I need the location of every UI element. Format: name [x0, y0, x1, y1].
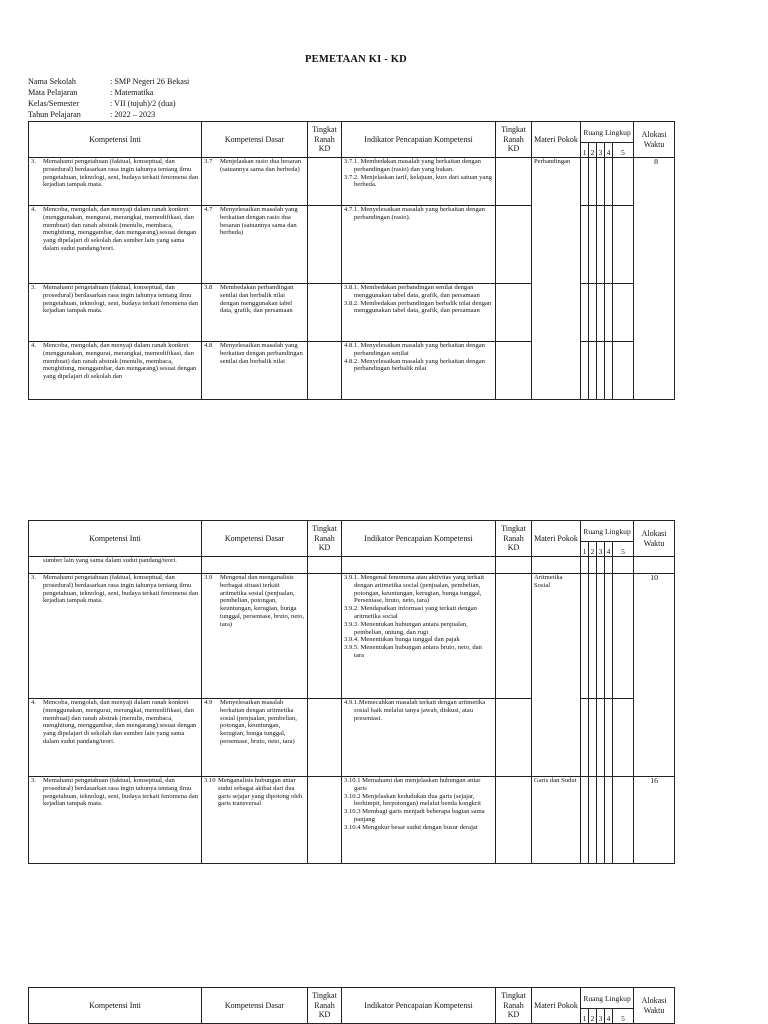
- header-tingkat-ranah-kd: Tingkat Ranah KD: [496, 521, 532, 557]
- kd-number: 4.7: [204, 206, 213, 213]
- rl-cell: [613, 158, 634, 206]
- tingkat-ranah-cell: [496, 158, 532, 206]
- ki-cell: [29, 342, 202, 400]
- rl-cell: [613, 699, 634, 777]
- kd-cell: [202, 284, 308, 342]
- meta-value: : VII (tujuh)/2 (dua): [110, 99, 176, 108]
- ki-text: Mencoba, mengolah, dan menyaji dalam ranah konkret (menggunakan, mengurai, merangkai, memodifikasi, dan membuat) dan ranah abstrak (menulis, membaca, menghitung, menggambar, dan mengarang) sesuai dengan yang dipelajari di sekolah dan sumber lain yang sama dalam sudut pandang/teori.: [43, 206, 197, 252]
- rl-cell: [589, 158, 597, 206]
- ipk-item: 3.10.2 Menjelaskan kedudukan dua garis (sejajar, berhimpit, berpotongan) melalui benda kongkrit: [344, 792, 481, 808]
- ki-number: 3.: [31, 284, 36, 291]
- alokasi-cell: [634, 557, 675, 574]
- kd-cell: [202, 206, 308, 284]
- ipk-item: 4.7.1. Menyelesaikan masalah yang berkaitan dengan perbandingan (rasio).: [344, 206, 485, 221]
- rl-cell: [613, 342, 634, 400]
- ki-number: 4.: [31, 206, 36, 213]
- header-rl-5: 5: [613, 143, 634, 158]
- rl-cell: [597, 557, 605, 574]
- rl-cell: [605, 777, 613, 864]
- table-row: [29, 777, 675, 864]
- ki-number: 4.: [31, 342, 36, 349]
- ipk-item: 3.10.4 Mengukur besar sudut dengan busur derajat: [344, 823, 478, 831]
- kd-cell: [202, 557, 308, 574]
- ki-text: Mencoba, mengolah, dan menyaji dalam ranah konkret (menggunakan, mengurai, merangkai, memodifikasi, dan membuat) dan ranah abstrak (menulis, membaca, menghitung, menggambar, dan mengarang) sesuai dengan yang dipelajari di sekolah dan: [43, 342, 197, 381]
- tingkat-ranah-cell: [496, 206, 532, 284]
- materi-cell: Aritmetika Sosial: [532, 574, 581, 777]
- ki-continuation: sumber lain yang sama dalam sudut pandang/teori.: [29, 557, 202, 574]
- rl-cell: [581, 699, 589, 777]
- header-alokasi: Alokasi Waktu: [634, 122, 675, 158]
- tingkat-ranah-cell: [496, 557, 532, 574]
- header-rl-5: 5: [613, 1009, 634, 1024]
- header-tingkat-kd: Tingkat Ranah KD: [308, 122, 342, 158]
- kd-text: Menyelesaikan masalah yang berkaitan dengan perbandingan senilai dan berbalik nilai: [220, 342, 303, 365]
- header-ipk: Indikator Pencapaian Kompetensi: [342, 988, 496, 1024]
- header-rl-5: 5: [613, 542, 634, 557]
- meta-label: Mata Pelajaran: [28, 88, 78, 97]
- rl-cell: [605, 284, 613, 342]
- meta-value: : SMP Negeri 26 Bekasi: [110, 77, 190, 86]
- rl-cell: [605, 206, 613, 284]
- rl-cell: [581, 158, 589, 206]
- ki-cell: [29, 158, 202, 206]
- header-materi: Materi Pokok: [532, 521, 581, 557]
- ipk-item: 3.9.1. Mengenal fenomena atau aktivitas yang terkait dengan aritmetika social (penjualan, pembelian, potongan, keuntungan, kerugian, bunga tunggal, Persentase, bruto, neto, tara): [344, 574, 485, 605]
- tingkat-kd-cell: [308, 574, 342, 699]
- ipk-cell: [342, 777, 496, 864]
- tingkat-ranah-cell: [496, 574, 532, 699]
- ki-number: 3.: [31, 158, 36, 165]
- meta-label: Nama Sekolah: [28, 77, 76, 86]
- ki-text: Memahami pengetahuan (faktual, konseptual, dan prosedural) berdasarkan rasa ingin tahunya tentang ilmu pengetahuan, teknologi, seni, budaya terkait fenomena dan kejadian tampak mata.: [43, 777, 199, 808]
- tingkat-ranah-cell: [496, 342, 532, 400]
- meta-row: [28, 98, 189, 109]
- ki-cell: [29, 574, 202, 699]
- ipk-item: 4.8.1. Menyelesaikan masalah yang berkaitan dengan perbandingan senilai: [344, 342, 485, 357]
- header-rl-3: 3: [597, 542, 605, 557]
- meta-row: [28, 109, 189, 120]
- ipk-item: 4.9.1.Memecahkan masalah terkait dengan aritmetika sosial baik melalui tanya jawab, diskusi, atau presentasi.: [344, 699, 486, 722]
- header-ki: Kompetensi Inti: [29, 521, 202, 557]
- rl-cell: [605, 342, 613, 400]
- kd-text: Membedakan perbandingan senilai dan berbalik nilai dengan menggunakan tabel data, grafik, dan persamaan: [220, 284, 294, 315]
- rl-cell: [589, 557, 597, 574]
- header-ki: Kompetensi Inti: [29, 122, 202, 158]
- header-rl-4: 4: [605, 1009, 613, 1024]
- tingkat-kd-cell: [308, 158, 342, 206]
- rl-cell: [597, 206, 605, 284]
- rl-cell: [613, 206, 634, 284]
- header-alokasi: Alokasi Waktu: [634, 521, 675, 557]
- ki-cell: [29, 777, 202, 864]
- ipk-cell: [342, 557, 496, 574]
- ipk-cell: [342, 206, 496, 284]
- kd-text: Menyelesaikan masalah yang berkaitan dengan rasio dua besaran (satuannya sama dan berbeda): [220, 206, 298, 237]
- kikd-table-page-1: [28, 121, 675, 400]
- rl-cell: [589, 574, 597, 699]
- ki-text: Memahami pengetahuan (faktual, konseptual, dan prosedural) berdasarkan rasa ingin tahunya tentang ilmu pengetahuan, teknologi, seni, budaya terkait fenomena dan kejadian tampak mata.: [43, 284, 199, 315]
- kd-cell: [202, 777, 308, 864]
- ipk-cell: [342, 342, 496, 400]
- materi-cell: [532, 557, 581, 574]
- rl-cell: [589, 284, 597, 342]
- header-ruang-lingkup: Ruang Lingkup: [581, 521, 634, 542]
- materi-cell: Garis dan Sudut: [532, 777, 581, 864]
- kd-cell: [202, 574, 308, 699]
- rl-cell: [581, 777, 589, 864]
- kd-cell: [202, 158, 308, 206]
- header-rl-1: 1: [581, 143, 589, 158]
- meta-row: [28, 87, 189, 98]
- rl-cell: [605, 557, 613, 574]
- rl-cell: [581, 342, 589, 400]
- tingkat-kd-cell: [308, 777, 342, 864]
- ipk-item: 3.8.1. Membedakan perbandingan senilai dengan menggunakan tabel data, grafik, dan persamaan: [344, 284, 480, 299]
- kikd-table-page-2: [28, 520, 675, 864]
- ipk-cell: [342, 284, 496, 342]
- rl-cell: [597, 574, 605, 699]
- ipk-cell: [342, 574, 496, 699]
- tingkat-kd-cell: [308, 557, 342, 574]
- ki-cell: [29, 699, 202, 777]
- kd-number: 4.9: [204, 699, 213, 706]
- header-materi: Materi Pokok: [532, 988, 581, 1024]
- document-meta: [28, 76, 189, 120]
- document-title: PEMETAAN KI - KD: [305, 54, 407, 65]
- ipk-item: 3.9.4. Menentukan bunga tunggal dan pajak: [344, 636, 460, 644]
- rl-cell: [581, 206, 589, 284]
- ki-cell: [29, 206, 202, 284]
- ki-text: Mencoba, mengolah, dan menyaji dalam ranah konkret (menggunakan, mengurai, merangkai, memodifikasi, dan membuat) dan ranah abstrak (menulis, membaca, menghitung, menggambar, dan mengarang) sesuai dengan yang dipelajari di sekolah dan sumber lain yang sama dalam sudut pandang/teori.: [43, 699, 197, 745]
- ki-text: Memahami pengetahuan (faktual, konseptual, dan prosedural) berdasarkan rasa ingin tahunya tentang ilmu pengetahuan, teknologi, seni, budaya terkait fenomena dan kejadian tampak mata.: [43, 574, 199, 605]
- rl-cell: [613, 777, 634, 864]
- meta-value: : 2022 – 2023: [110, 110, 156, 119]
- ki-number: 3.: [31, 777, 36, 784]
- tingkat-ranah-cell: [496, 699, 532, 777]
- header-rl-1: 1: [581, 1009, 589, 1024]
- rl-cell: [613, 557, 634, 574]
- ipk-cell: [342, 158, 496, 206]
- rl-cell: [597, 777, 605, 864]
- header-kd: Kompetensi Dasar: [202, 521, 308, 557]
- ipk-cell: [342, 699, 496, 777]
- header-rl-3: 3: [597, 143, 605, 158]
- ki-text: Memahami pengetahuan (faktual, konseptual, dan prosedural) berdasarkan rasa ingin tahunya tentang ilmu pengetahuan, teknologi, seni, budaya terkait fenomena dan kejadian tampak mata.: [43, 158, 199, 189]
- rl-cell: [589, 699, 597, 777]
- header-tingkat-kd: Tingkat Ranah KD: [308, 988, 342, 1024]
- table-row: [29, 158, 675, 206]
- header-rl-4: 4: [605, 542, 613, 557]
- header-rl-3: 3: [597, 1009, 605, 1024]
- tingkat-kd-cell: [308, 206, 342, 284]
- kd-text: Menganalisis hubungan antar sudut sebagai akibat dari dua garis sejajar yang dipotong oleh garis transversal: [218, 777, 303, 808]
- rl-cell: [581, 574, 589, 699]
- ipk-item: 3.9.5. Menentukan hubungan antara bruto, neto, dan tara: [344, 644, 482, 659]
- rl-cell: [589, 206, 597, 284]
- header-tingkat-ranah-kd: Tingkat Ranah KD: [496, 122, 532, 158]
- tingkat-kd-cell: [308, 342, 342, 400]
- kd-number: 4.8: [204, 342, 213, 349]
- header-rl-1: 1: [581, 542, 589, 557]
- kd-cell: [202, 699, 308, 777]
- header-rl-2: 2: [589, 1009, 597, 1024]
- rl-cell: [605, 574, 613, 699]
- ipk-item: 4.8.2. Menyelesaikan masalah yang berkaitan dengan perbandingan berbalik nilai: [344, 357, 485, 373]
- header-materi: Materi Pokok: [532, 122, 581, 158]
- ipk-item: 3.10.3 Membagi garis menjadi beberapa bagian sama panjang: [344, 808, 485, 823]
- ki-number: 3.: [31, 574, 36, 581]
- kd-number: 3.9: [204, 574, 213, 581]
- rl-cell: [589, 342, 597, 400]
- header-kd: Kompetensi Dasar: [202, 988, 308, 1024]
- header-rl-2: 2: [589, 542, 597, 557]
- rl-cell: [597, 158, 605, 206]
- kd-number: 3.10: [204, 777, 216, 784]
- ipk-item: 3.7.2. Menjelaskan tarif, kelajuan, kurs dari satuan yang berbeda.: [344, 173, 492, 189]
- kd-text: Menjelaskan rasio dua besaran (satuannya sama dan berbeda): [220, 158, 302, 173]
- kd-number: 3.8: [204, 284, 213, 291]
- table-row: [29, 557, 675, 574]
- kd-text: Menyelesaikan masalah berkaitan dengan aritmetika sosial (penjualan, pembelian, potongan, keuntungan, kerugian, bunga tunggal, persentase, bruto, neto, tara): [220, 699, 297, 745]
- header-ruang-lingkup: Ruang Lingkup: [581, 988, 634, 1009]
- header-ipk: Indikator Pencapaian Kompetensi: [342, 122, 496, 158]
- rl-cell: [605, 158, 613, 206]
- rl-cell: [597, 699, 605, 777]
- ipk-item: 3.7.1. Membedakan masalah yang berkaitan dengan perbandingan (rasio) dan yang bukan.: [344, 158, 481, 173]
- header-tingkat-ranah-kd: Tingkat Ranah KD: [496, 988, 532, 1024]
- ipk-item: 3.10.1 Memahami dan menjelaskan hubungan antar garis: [344, 777, 481, 792]
- materi-cell: Perbandingan: [532, 158, 581, 400]
- meta-label: Kelas/Semester: [28, 99, 79, 108]
- meta-value: : Matematika: [110, 88, 154, 97]
- tingkat-kd-cell: [308, 699, 342, 777]
- alokasi-cell: 16: [634, 777, 675, 864]
- kd-text: Mengenal dan menganalisis berbagai situasi terkait aritmetika sosial (penjualan, pembelian, potongan, keuntungan, kerugian, bunga tunggal, persentase, bruto, neto, tara): [220, 574, 305, 628]
- ki-cell: [29, 284, 202, 342]
- rl-cell: [613, 574, 634, 699]
- rl-cell: [597, 284, 605, 342]
- meta-label: Tahun Pelajaran: [28, 110, 81, 119]
- rl-cell: [589, 777, 597, 864]
- header-rl-2: 2: [589, 143, 597, 158]
- ipk-item: 3.9.2. Mendapatkan informasi yang terkait dengan aritmetika social: [344, 605, 477, 620]
- ki-number: 4.: [31, 699, 36, 706]
- rl-cell: [597, 342, 605, 400]
- header-tingkat-kd: Tingkat Ranah KD: [308, 521, 342, 557]
- rl-cell: [581, 284, 589, 342]
- tingkat-ranah-cell: [496, 284, 532, 342]
- table-row: [29, 574, 675, 699]
- rl-cell: [581, 557, 589, 574]
- ipk-item: 3.8.2. Membedakan perbandingan berbalik nilai dengan menggunakan tabel data, grafik, dan persamaan: [344, 299, 492, 315]
- kikd-table-page-3: [28, 987, 675, 1024]
- ipk-item: 3.9.3. Menentukan hubungan antara penjualan, pembelian, untung, dan rugi: [344, 620, 468, 636]
- alokasi-cell: 10: [634, 574, 675, 777]
- tingkat-ranah-cell: [496, 777, 532, 864]
- rl-cell: [613, 284, 634, 342]
- meta-row: [28, 76, 189, 87]
- header-ki: Kompetensi Inti: [29, 988, 202, 1024]
- rl-cell: [605, 699, 613, 777]
- header-kd: Kompetensi Dasar: [202, 122, 308, 158]
- header-ipk: Indikator Pencapaian Kompetensi: [342, 521, 496, 557]
- header-ruang-lingkup: Ruang Lingkup: [581, 122, 634, 143]
- tingkat-kd-cell: [308, 284, 342, 342]
- kd-cell: [202, 342, 308, 400]
- header-rl-4: 4: [605, 143, 613, 158]
- header-alokasi: Alokasi Waktu: [634, 988, 675, 1024]
- alokasi-cell: 8: [634, 158, 675, 400]
- kd-number: 3.7: [204, 158, 213, 165]
